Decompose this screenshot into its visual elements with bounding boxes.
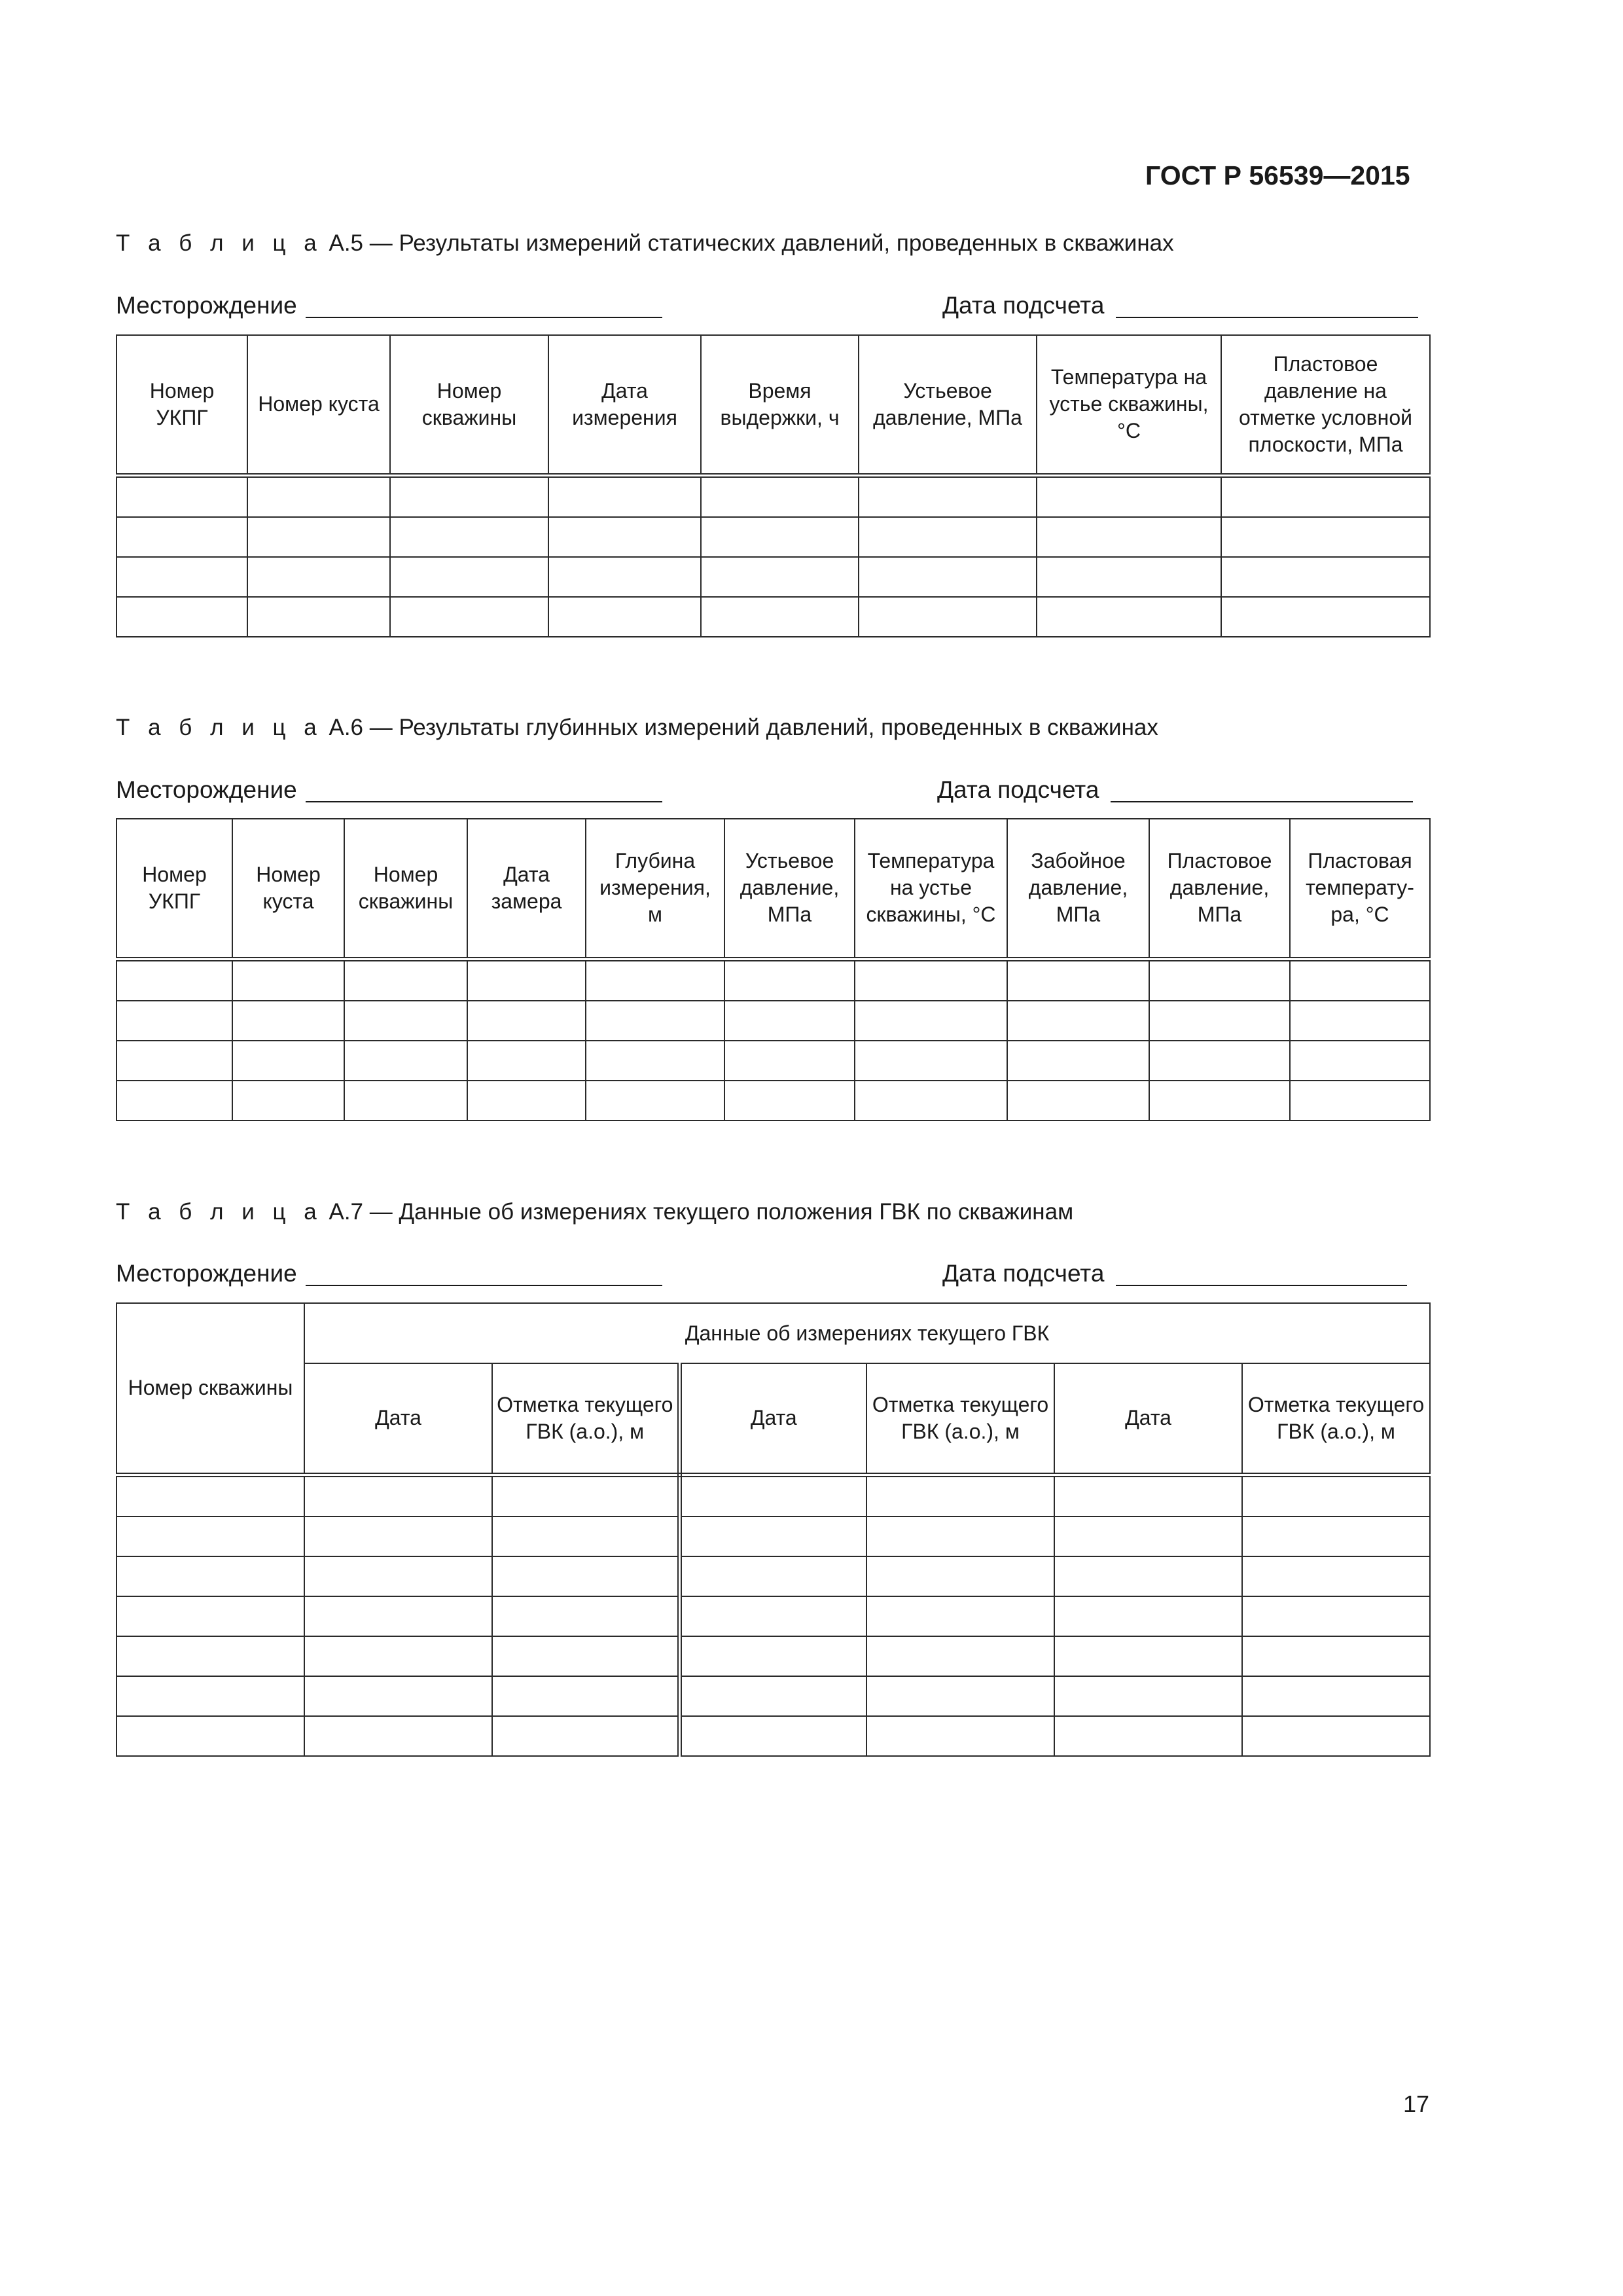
table-cell <box>679 1516 866 1556</box>
table-a7-col-header: Отметка текущего ГВК (а.о.), м <box>1242 1363 1430 1475</box>
table-a7-deposit-label: Месторождение <box>116 1260 297 1287</box>
table-row <box>116 557 1430 597</box>
table-cell <box>1242 1676 1430 1716</box>
table-cell <box>492 1475 679 1516</box>
table-cell <box>1221 475 1430 517</box>
table-cell <box>859 597 1037 637</box>
table-cell <box>1037 557 1221 597</box>
table-cell <box>701 597 859 637</box>
table-a5-col-header: Номер скважины <box>390 335 548 475</box>
table-a6-col-header: Пластовое давление, МПа <box>1149 819 1290 959</box>
table-row <box>116 597 1430 637</box>
table-cell <box>1242 1516 1430 1556</box>
table-cell <box>866 1596 1054 1636</box>
table-a7-caption-prefix: Т а б л и ц а <box>116 1199 323 1225</box>
table-a6-col-header: Температура на устье скважины, °С <box>855 819 1007 959</box>
table-cell <box>247 557 390 597</box>
table-a5-deposit-label: Месторождение <box>116 292 297 319</box>
table-cell <box>1149 1081 1290 1121</box>
table-cell <box>116 1676 304 1716</box>
table-cell <box>866 1676 1054 1716</box>
table-cell <box>548 517 701 557</box>
table-cell <box>859 475 1037 517</box>
table-cell <box>866 1636 1054 1676</box>
table-a6-col-header: Глубина измерения, м <box>586 819 724 959</box>
table-a7-col-header: Дата <box>304 1363 492 1475</box>
table-a6-header-row <box>116 819 1430 959</box>
table-a7-group-header: Данные об измерениях текущего ГВК <box>304 1303 1430 1363</box>
table-a6-col-header: Пластовая температу-ра, °С <box>1290 819 1430 959</box>
table-a6 <box>116 818 1431 1121</box>
table-a6-col-header: Номер УКПГ <box>116 819 232 959</box>
table-cell <box>1290 1041 1430 1081</box>
table-row <box>116 1081 1430 1121</box>
table-cell <box>344 1041 467 1081</box>
table-cell <box>1054 1516 1242 1556</box>
table-cell <box>344 1001 467 1041</box>
table-a6-caption-text: А.6 — Результаты глубинных измерений давлений, проведенных в скважинах <box>329 715 1158 740</box>
table-cell <box>492 1596 679 1636</box>
table-cell <box>116 1636 304 1676</box>
table-cell <box>1221 517 1430 557</box>
table-cell <box>855 1001 1007 1041</box>
table-cell <box>304 1475 492 1516</box>
table-cell <box>390 597 548 637</box>
table-a6-col-header: Дата замера <box>467 819 586 959</box>
table-a7-deposit-blank <box>306 1285 662 1286</box>
table-row <box>116 1041 1430 1081</box>
table-cell <box>492 1556 679 1596</box>
table-cell <box>1054 1475 1242 1516</box>
table-a5-col-header: Номер куста <box>247 335 390 475</box>
table-cell <box>390 557 548 597</box>
table-cell <box>855 1041 1007 1081</box>
table-a5-date-blank <box>1116 317 1418 318</box>
table-cell <box>1054 1716 1242 1756</box>
table-cell <box>859 517 1037 557</box>
table-cell <box>586 1001 724 1041</box>
table-cell <box>855 1081 1007 1121</box>
table-cell <box>859 557 1037 597</box>
table-cell <box>1054 1596 1242 1636</box>
table-cell <box>1007 1001 1149 1041</box>
table-cell <box>548 597 701 637</box>
table-row <box>116 959 1430 1001</box>
table-cell <box>1242 1556 1430 1596</box>
table-cell <box>116 1556 304 1596</box>
table-cell <box>232 1041 344 1081</box>
table-cell <box>232 959 344 1001</box>
table-cell <box>1007 1041 1149 1081</box>
table-cell <box>116 1596 304 1636</box>
table-cell <box>679 1475 866 1516</box>
table-cell <box>679 1716 866 1756</box>
table-cell <box>116 475 247 517</box>
table-cell <box>1007 1081 1149 1121</box>
table-cell <box>390 475 548 517</box>
table-a7-col-header: Дата <box>679 1363 866 1475</box>
table-cell <box>1054 1676 1242 1716</box>
table-cell <box>116 1001 232 1041</box>
table-cell <box>492 1636 679 1676</box>
table-row <box>116 1716 1430 1756</box>
table-cell <box>304 1636 492 1676</box>
table-cell <box>116 1041 232 1081</box>
table-a6-caption <box>116 715 1158 741</box>
table-row <box>116 1516 1430 1556</box>
table-a5-header-row <box>116 335 1430 475</box>
table-cell <box>679 1636 866 1676</box>
table-cell <box>724 1041 855 1081</box>
table-cell <box>724 1081 855 1121</box>
table-a5-col-header: Пластовое давление на отметке условной плоскости, МПа <box>1221 335 1430 475</box>
table-cell <box>866 1716 1054 1756</box>
table-cell <box>1149 959 1290 1001</box>
table-cell <box>232 1081 344 1121</box>
table-cell <box>116 517 247 557</box>
table-row <box>116 1001 1430 1041</box>
table-cell <box>1037 475 1221 517</box>
table-cell <box>1221 557 1430 597</box>
table-a6-col-header: Забойное давление, МПа <box>1007 819 1149 959</box>
table-cell <box>492 1516 679 1556</box>
table-cell <box>1149 1001 1290 1041</box>
table-cell <box>1037 517 1221 557</box>
table-row <box>116 475 1430 517</box>
table-cell <box>467 959 586 1001</box>
table-a5-col-header: Устьевое давление, МПа <box>859 335 1037 475</box>
table-cell <box>1054 1556 1242 1596</box>
table-cell <box>1221 597 1430 637</box>
table-cell <box>1290 1001 1430 1041</box>
table-cell <box>586 1041 724 1081</box>
table-cell <box>1242 1716 1430 1756</box>
table-cell <box>701 557 859 597</box>
table-a7-caption-text: А.7 — Данные об измерениях текущего положения ГВК по скважинам <box>329 1199 1074 1225</box>
table-a6-col-header: Номер скважины <box>344 819 467 959</box>
table-cell <box>679 1556 866 1596</box>
table-cell <box>247 597 390 637</box>
table-a7-col-header: Отметка текущего ГВК (а.о.), м <box>866 1363 1054 1475</box>
table-cell <box>116 959 232 1001</box>
table-cell <box>304 1516 492 1556</box>
table-row <box>116 517 1430 557</box>
table-cell <box>467 1081 586 1121</box>
table-cell <box>467 1041 586 1081</box>
table-cell <box>116 597 247 637</box>
table-cell <box>247 475 390 517</box>
table-a5-col-header: Дата измерения <box>548 335 701 475</box>
table-cell <box>116 1716 304 1756</box>
table-a5-col-header: Температура на устье скважины, °С <box>1037 335 1221 475</box>
table-row <box>116 1475 1430 1516</box>
table-cell <box>724 1001 855 1041</box>
table-a5-date-label: Дата подсчета <box>942 292 1105 319</box>
document-code: ГОСТ Р 56539—2015 <box>1145 160 1410 190</box>
page-number: 17 <box>1403 2090 1430 2117</box>
table-a5-caption-text: А.5 — Результаты измерений статических давлений, проведенных в скважинах <box>329 230 1174 256</box>
table-row <box>116 1556 1430 1596</box>
table-cell <box>344 1081 467 1121</box>
table-cell <box>866 1556 1054 1596</box>
table-cell <box>1242 1475 1430 1516</box>
table-a6-date-label: Дата подсчета <box>937 776 1099 803</box>
table-cell <box>679 1596 866 1636</box>
table-cell <box>855 959 1007 1001</box>
table-row <box>116 1596 1430 1636</box>
table-a7-col-header: Дата <box>1054 1363 1242 1475</box>
table-cell <box>1054 1636 1242 1676</box>
table-cell <box>344 959 467 1001</box>
table-cell <box>586 959 724 1001</box>
table-a6-caption-prefix: Т а б л и ц а <box>116 715 323 740</box>
table-cell <box>586 1081 724 1121</box>
table-cell <box>1242 1636 1430 1676</box>
table-a6-deposit-blank <box>306 801 662 802</box>
table-a5-caption-prefix: Т а б л и ц а <box>116 230 323 256</box>
table-cell <box>548 557 701 597</box>
table-a7-date-blank <box>1116 1285 1407 1286</box>
table-cell <box>116 1475 304 1516</box>
table-a5-col-header: Время выдержки, ч <box>701 335 859 475</box>
table-a7-group-header-row <box>116 1303 1430 1363</box>
table-a5 <box>116 334 1431 637</box>
table-cell <box>1007 959 1149 1001</box>
table-cell <box>724 959 855 1001</box>
table-row <box>116 1676 1430 1716</box>
table-cell <box>304 1596 492 1636</box>
table-a7 <box>116 1302 1431 1757</box>
table-cell <box>701 475 859 517</box>
table-a6-date-blank <box>1111 801 1413 802</box>
table-row <box>116 1636 1430 1676</box>
table-cell <box>1290 959 1430 1001</box>
table-cell <box>1242 1596 1430 1636</box>
table-cell <box>390 517 548 557</box>
table-a7-header-row <box>116 1363 1430 1475</box>
table-cell <box>679 1676 866 1716</box>
table-cell <box>492 1676 679 1716</box>
table-cell <box>304 1676 492 1716</box>
table-cell <box>247 517 390 557</box>
table-a5-deposit-blank <box>306 317 662 318</box>
table-a7-well-number-header: Номер скважины <box>116 1303 304 1475</box>
table-cell <box>866 1516 1054 1556</box>
table-cell <box>701 517 859 557</box>
table-cell <box>1037 597 1221 637</box>
table-cell <box>548 475 701 517</box>
table-a7-caption <box>116 1199 1073 1225</box>
table-cell <box>232 1001 344 1041</box>
table-cell <box>866 1475 1054 1516</box>
table-a7-date-label: Дата подсчета <box>942 1260 1105 1287</box>
table-a5-caption <box>116 230 1174 257</box>
table-a6-deposit-label: Месторождение <box>116 776 297 803</box>
table-cell <box>116 1081 232 1121</box>
table-a6-col-header: Номер куста <box>232 819 344 959</box>
table-cell <box>304 1556 492 1596</box>
table-cell <box>116 1516 304 1556</box>
table-a6-col-header: Устьевое давление, МПа <box>724 819 855 959</box>
table-cell <box>304 1716 492 1756</box>
table-a5-col-header: Номер УКПГ <box>116 335 247 475</box>
table-cell <box>1290 1081 1430 1121</box>
table-a7-col-header: Отметка текущего ГВК (а.о.), м <box>492 1363 679 1475</box>
table-cell <box>467 1001 586 1041</box>
table-cell <box>116 557 247 597</box>
table-cell <box>492 1716 679 1756</box>
table-cell <box>1149 1041 1290 1081</box>
